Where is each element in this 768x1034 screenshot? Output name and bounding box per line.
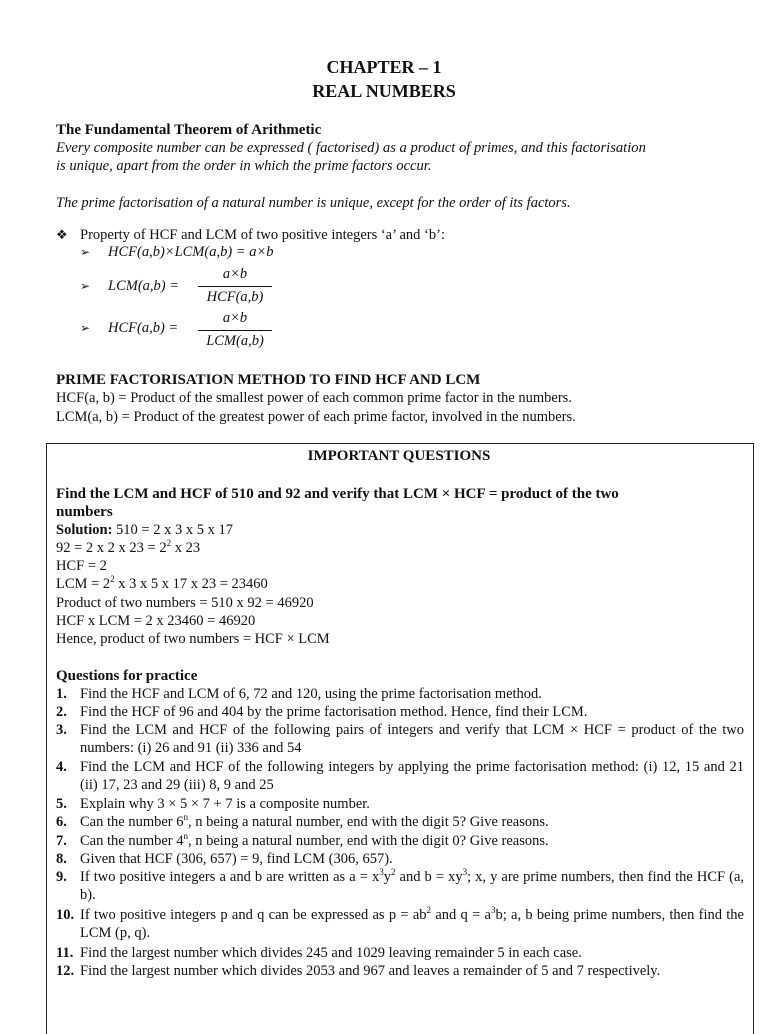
practice-question: 7. Can the number 4$^n$, n being a natural number, end with the digit 0? Give reasons. (56, 831, 549, 849)
fta-heading: The Fundamental Theorem of Arithmetic (56, 122, 322, 138)
solution-label: Solution: (56, 522, 113, 538)
solution-line-4: LCM = $2^2$ x 3 x 5 x 17 x 23 = 23460 (56, 574, 268, 592)
method-lcm-line: LCM(a, b) = Product of the greatest power of each prime factor, involved in the numbers. (56, 409, 576, 425)
solution-line-2: 92 = 2 x 2 x $23 = 2^2$ x 23 (56, 538, 201, 556)
practice-heading: Questions for practice (56, 668, 198, 684)
practice-question: 9. If two positive integers a and b are written as $a = x^3y^2$ and $b = xy^3$; x, y are prime numbers, then find the HCF (a, b). (56, 867, 744, 903)
formula-hcf-denominator: LCM(a,b) (206, 333, 264, 349)
formula-lcm-lhs: LCM(a,b) = (108, 278, 180, 294)
fraction-bar (198, 330, 272, 331)
method-hcf-line: HCF(a, b) = Product of the smallest power of each common prime factor in the numbers. (56, 390, 572, 406)
practice-question: 10. If two positive integers p and q can be expressed as $p = ab^2$ and $q = a^3b$; a, b being prime numbers, then find the LCM (p, q). (56, 905, 744, 941)
practice-question: 3. Find the LCM and HCF of the following pairs of integers and verify that LCM × HCF = product of the two numbers: (i) 26 and 91 (ii) 336 and 54 (56, 722, 744, 756)
practice-question: 1. Find the HCF and LCM of 6, 72 and 120, using the prime factorisation method. (56, 686, 542, 702)
formula-lcm-numerator: a×b (222, 266, 248, 282)
worked-question-line-2: numbers (56, 504, 113, 520)
practice-question: 8. Given that HCF (306, 657) = 9, find LCM (306, 657). (56, 851, 393, 867)
chapter-number: CHAPTER – 1 (326, 57, 442, 77)
arrow-icon: ➢ (80, 321, 91, 335)
arrow-icon: ➢ (80, 279, 91, 293)
solution-line-5: Product of two numbers = 510 x 92 = 46920 (56, 595, 314, 611)
method-heading: PRIME FACTORISATION METHOD TO FIND HCF AND LCM (56, 372, 481, 388)
bullet-icon: ❖ (56, 227, 68, 242)
practice-question: 5. Explain why 3 × 5 × 7 + 7 is a composite number. (56, 796, 370, 812)
practice-question: 4. Find the LCM and HCF of the following integers by applying the prime factorisation method: (i) 12, 15 and 21 (ii) 17, 23 and 29 (iii) 8, 9 and 25 (56, 759, 744, 793)
formula-product: HCF(a,b)×LCM(a,b) = a×b (108, 244, 274, 260)
practice-question: 6. Can the number 6$^n$, n being a natural number, end with the digit 5? Give reasons. (56, 812, 549, 830)
fta-note: The prime factorisation of a natural number is unique, except for the order of its factors. (56, 195, 571, 211)
practice-question: 2. Find the HCF of 96 and 404 by the prime factorisation method. Hence, find their LCM. (56, 704, 588, 720)
solution-line-7: Hence, product of two numbers = HCF × LCM (56, 631, 330, 647)
fta-statement-line-2: is unique, apart from the order in which the prime factors occur. (56, 158, 432, 174)
worked-question-line-1: Find the LCM and HCF of 510 and 92 and verify that LCM × HCF = product of the two (56, 486, 619, 502)
solution-line-3: HCF = 2 (56, 558, 107, 574)
property-intro: Property of HCF and LCM of two positive integers ‘a’ and ‘b’: (80, 227, 445, 243)
important-questions-heading: IMPORTANT QUESTIONS (307, 448, 491, 464)
solution-line-1 (56, 521, 746, 539)
arrow-icon: ➢ (80, 245, 91, 259)
practice-question: 11. Find the largest number which divides 245 and 1029 leaving remainder 5 in each case. (56, 945, 582, 961)
fraction-bar (198, 286, 272, 287)
chapter-title: REAL NUMBERS (312, 81, 456, 101)
formula-hcf-lhs: HCF(a,b) = (108, 320, 179, 336)
solution-text: 510 = 2 x 3 x 5 x 17 (116, 522, 233, 538)
formula-hcf-numerator: a×b (222, 310, 248, 326)
fta-statement-line-1: Every composite number can be expressed ( factorised) as a product of primes, and this factorisation (56, 140, 646, 156)
formula-lcm-denominator: HCF(a,b) (206, 289, 264, 305)
solution-line-6: HCF x LCM = 2 x 23460 = 46920 (56, 613, 256, 629)
practice-question: 12. Find the largest number which divides 2053 and 967 and leaves a remainder of 5 and 7 respectively. (56, 963, 661, 979)
